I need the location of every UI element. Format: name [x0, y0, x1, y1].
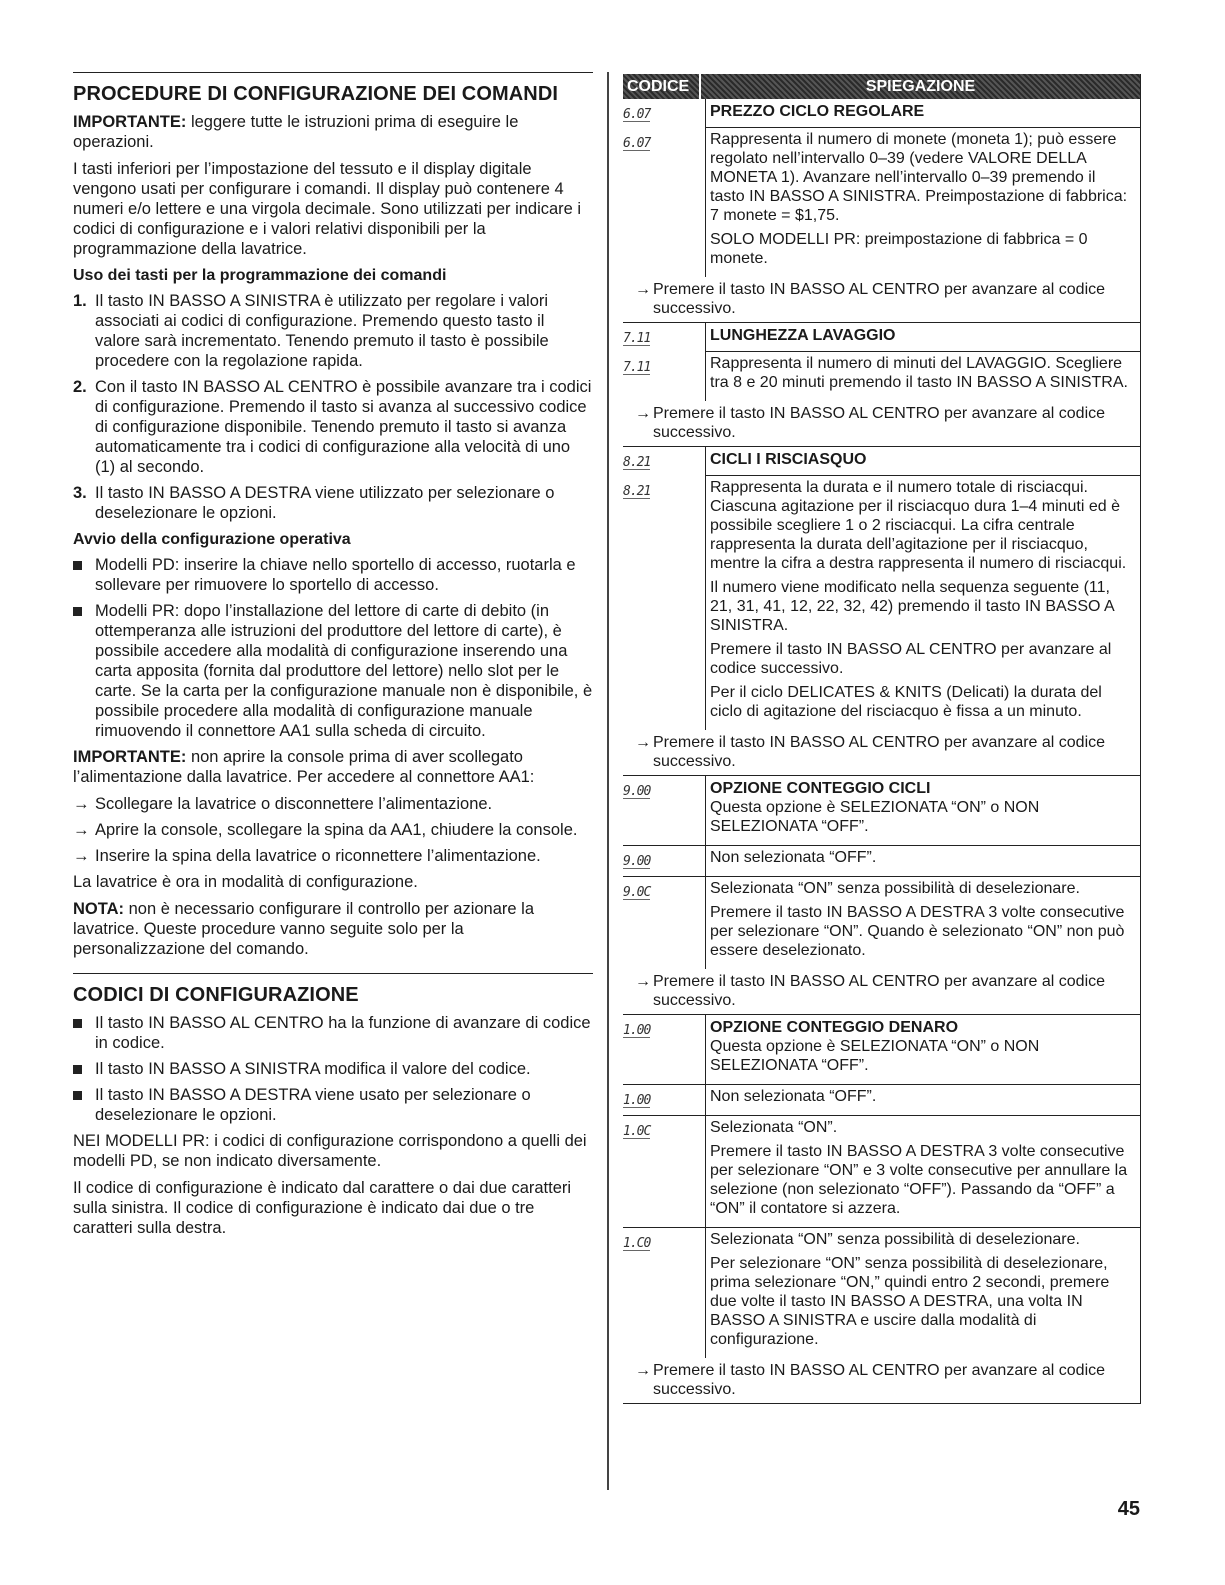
item-text: Il tasto IN BASSO A DESTRA viene utilizzato per selezionare o deselezionare le opzioni.: [95, 484, 555, 522]
code-cell: [623, 1116, 705, 1227]
section-title: CICLI I RISCIASQUO: [710, 451, 867, 468]
desc-text: Premere il tasto IN BASSO A DESTRA 3 volte consecutive per selezionare “ON” e 3 volte consecutive per annullare la selezione (non selezionato “OFF”). Passando da “OFF” a “ON” il contatore si azzera.: [710, 1143, 1128, 1217]
left-column: [73, 72, 593, 1245]
column-divider: [607, 72, 609, 1490]
arrow-item: [73, 794, 593, 814]
desc-text: Per il ciclo DELICATES & KNITS (Delicati) la durata del ciclo di agitazione del risciacquo è fissa a un minuto.: [710, 684, 1102, 720]
display-code: 9.0C: [623, 885, 651, 900]
desc-cell: [705, 128, 1140, 277]
desc-cell: [705, 476, 1140, 730]
desc-text: Per selezionare “ON” senza possibilità di deselezionare, prima selezionare “ON,” quindi entro 2 secondi, premere due volte il tasto IN BASSO A DESTRA, una volta IN BASSO A SINISTRA e uscire dalla modalità di configurazione.: [710, 1255, 1110, 1348]
desc-text: Rappresenta la durata e il numero totale di risciacqui. Ciascuna agitazione per il risciacquo dura 1–4 minuti ed è possibile scegliere 1 o 2 risciacqui. La cifra centrale rappresenta la durata dell’agitazione per il risciacquo, mentre la cifra a destra rappresenta il numero di risciacqui.: [710, 479, 1127, 572]
nota-text: non è necessario configurare il controllo per azionare la lavatrice. Queste procedure vanno seguite solo per la personalizzazione del comando.: [73, 900, 535, 958]
heading-codes: CODICI DI CONFIGURAZIONE: [73, 984, 359, 1006]
desc-cell: [705, 877, 1140, 969]
display-code: 7.11: [623, 360, 651, 375]
important2-text: non aprire la console prima di aver scollegato l’alimentazione dalla lavatrice. Per accedere al connettore AA1:: [73, 748, 535, 786]
arrow-text: Inserire la spina della lavatrice o riconnettere l’alimentazione.: [95, 847, 541, 865]
square-bullet-icon: [73, 1085, 95, 1125]
bullet-item: [73, 1059, 593, 1079]
code-cell: [623, 877, 705, 969]
desc-text: Non selezionata “OFF”.: [710, 849, 877, 866]
code-explanation-paragraph: Il codice di configurazione è indicato dal carattere o dai due caratteri sulla sinistra. Il codice di configurazione è indicato dai due o tre caratteri sulla destra.: [73, 1179, 572, 1237]
header-explanation: SPIEGAZIONE: [865, 77, 976, 95]
bullet-item: [73, 601, 593, 741]
subheading-keys: Uso dei tasti per la programmazione dei comandi: [73, 267, 447, 284]
square-bullet-icon: [73, 601, 95, 741]
numbered-item: [73, 377, 593, 477]
desc-cell: [705, 99, 1140, 128]
mode-paragraph: La lavatrice è ora in modalità di configurazione.: [73, 873, 418, 891]
codes-table: [623, 74, 1141, 1404]
code-cell: [623, 352, 705, 401]
display-code: 9.00: [623, 784, 651, 799]
display-code: 1.00: [623, 1023, 651, 1038]
desc-text: Premere il tasto IN BASSO A DESTRA 3 volte consecutive per selezionare “ON”. Quando è selezionato “ON” non può essere deselezionato.: [710, 904, 1125, 959]
page-number: 45: [1117, 1498, 1140, 1520]
display-code: 8.21: [623, 484, 651, 499]
important-lead: IMPORTANTE:: [73, 113, 187, 131]
advance-text: Premere il tasto IN BASSO AL CENTRO per avanzare al codice successivo.: [653, 281, 1106, 317]
table-row: [623, 845, 1140, 876]
display-code: 9.00: [623, 854, 651, 869]
pr-models-paragraph: NEI MODELLI PR: i codici di configurazione corrispondono a quelli dei modelli PD, se non indicato diversamente.: [73, 1132, 587, 1170]
desc-cell: [705, 1116, 1140, 1227]
advance-text: Premere il tasto IN BASSO AL CENTRO per avanzare al codice successivo.: [653, 973, 1106, 1009]
heading-procedure: PROCEDURE DI CONFIGURAZIONE DEI COMANDI: [73, 83, 559, 105]
square-bullet-icon: [73, 555, 95, 595]
code-cell: [623, 1228, 705, 1358]
table-row: [623, 1115, 1140, 1227]
desc-cell: [705, 846, 1140, 876]
arrow-text: Scollegare la lavatrice o disconnettere l’alimentazione.: [95, 795, 493, 813]
code-cell: [623, 1085, 705, 1115]
section-title: LUNGHEZZA LAVAGGIO: [710, 327, 896, 344]
desc-text: Rappresenta il numero di monete (moneta 1); può essere regolato nell’intervallo 0–39 (vedere VALORE DELLA MONETA 1). Avanzare nell’intervallo 0–39 premendo il tasto IN BASSO A SINISTRA. Preimpostazione di fabbrica: 7 monete = $1,75.: [710, 131, 1128, 224]
table-row: [623, 99, 1140, 128]
advance-text: Premere il tasto IN BASSO AL CENTRO per avanzare al codice successivo.: [653, 405, 1106, 441]
arrow-icon: →: [635, 281, 651, 298]
numbered-item: [73, 483, 593, 523]
arrow-icon: →: [635, 1362, 651, 1379]
desc-cell: [705, 1085, 1140, 1115]
desc-cell: [705, 447, 1140, 476]
desc-cell: [705, 352, 1140, 401]
arrow-icon: →: [73, 795, 90, 813]
code-cell: [623, 476, 705, 730]
display-code: 1.0C: [623, 1124, 651, 1139]
bullet-item: [73, 1085, 593, 1125]
item-number: 3.: [73, 484, 87, 502]
header-code: CODICE: [623, 74, 701, 99]
advance-note: [623, 277, 1140, 322]
arrow-item: [73, 820, 593, 840]
desc-cell: [705, 1228, 1140, 1358]
table-row: [623, 128, 1140, 277]
desc-cell: [705, 1015, 1140, 1084]
section-title: OPZIONE CONTEGGIO CICLI: [710, 780, 931, 797]
desc-text: Selezionata “ON”.: [710, 1119, 838, 1136]
advance-text: Premere il tasto IN BASSO AL CENTRO per avanzare al codice successivo.: [653, 1362, 1106, 1398]
section-title: PREZZO CICLO REGOLARE: [710, 103, 925, 120]
desc-text: Premere il tasto IN BASSO AL CENTRO per avanzare al codice successivo.: [710, 641, 1112, 677]
square-bullet-icon: [73, 1059, 95, 1079]
important-text: leggere tutte le istruzioni prima di eseguire le operazioni.: [73, 113, 519, 151]
table-row: [623, 352, 1140, 401]
code-cell: [623, 776, 705, 845]
bullet-text: Modelli PR: dopo l’installazione del lettore di carte di debito (in ottemperanza alle istruzioni del produttore del lettore di carte), è possibile accedere alla modalità di configurazione inserendo una carta apposita (fornita dal produttore del lettore) nello slot per le carte. Se la carta per la configurazione manuale non è disponibile, è possibile procedere alla modalità di configurazione manuale rimuovendo il connettore AA1 sulla scheda di circuito.: [95, 602, 593, 740]
desc-text: Questa opzione è SELEZIONATA “ON” o NON SELEZIONATA “OFF”.: [710, 1038, 1040, 1074]
table-header: [623, 74, 1140, 99]
desc-text: Il numero viene modificato nella sequenza seguente (11, 21, 31, 41, 12, 22, 32, 42) premendo il tasto IN BASSO A SINISTRA.: [710, 579, 1114, 634]
table-row: [623, 476, 1140, 730]
intro-paragraph: I tasti inferiori per l’impostazione del tessuto e il display digitale vengono usati per configurare i comandi. Il display può contenere 4 numeri e/o lettere e una virgola decimale. Sono utilizzati per indicare i codici di configurazione e i valori relativi disponibili per la programmazione della lavatrice.: [73, 160, 582, 258]
table-row: [623, 1084, 1140, 1115]
display-code: 1.00: [623, 1093, 651, 1108]
display-code: 6.07: [623, 136, 651, 151]
desc-text: Questa opzione è SELEZIONATA “ON” o NON SELEZIONATA “OFF”.: [710, 799, 1040, 835]
bullet-text: Modelli PD: inserire la chiave nello sportello di accesso, ruotarla e sollevare per rimuovere lo sportello di accesso.: [95, 556, 576, 594]
desc-text: Rappresenta il numero di minuti del LAVAGGIO. Scegliere tra 8 e 20 minuti premendo il tasto IN BASSO A SINISTRA.: [710, 355, 1128, 391]
section-rule: [73, 72, 593, 73]
bullet-item: [73, 555, 593, 595]
arrow-item: [73, 846, 593, 866]
table-row: [623, 446, 1140, 476]
desc-text: Selezionata “ON” senza possibilità di deselezionare.: [710, 880, 1080, 897]
advance-note: [623, 730, 1140, 775]
code-cell: [623, 1015, 705, 1084]
arrow-icon: →: [635, 405, 651, 422]
display-code: 8.21: [623, 455, 651, 470]
table-row: [623, 322, 1140, 352]
important2-lead: IMPORTANTE:: [73, 748, 187, 766]
square-bullet-icon: [73, 1013, 95, 1053]
bullet-text: Il tasto IN BASSO A DESTRA viene usato per selezionare o deselezionare le opzioni.: [95, 1086, 531, 1124]
arrow-icon: →: [635, 973, 651, 990]
arrow-icon: →: [73, 821, 90, 839]
subheading-startup: Avvio della configurazione operativa: [73, 531, 351, 548]
item-number: 1.: [73, 292, 87, 310]
important2-paragraph: [73, 747, 593, 787]
desc-text: Selezionata “ON” senza possibilità di deselezionare.: [710, 1231, 1080, 1248]
display-code: 7.11: [623, 331, 651, 346]
desc-text: SOLO MODELLI PR: preimpostazione di fabbrica = 0 monete.: [710, 231, 1088, 267]
desc-cell: [705, 323, 1140, 352]
arrow-icon: →: [73, 847, 90, 865]
nota-paragraph: [73, 899, 593, 959]
bullet-text: Il tasto IN BASSO AL CENTRO ha la funzione di avanzare di codice in codice.: [95, 1014, 591, 1052]
bullet-text: Il tasto IN BASSO A SINISTRA modifica il valore del codice.: [95, 1060, 531, 1078]
item-text: Con il tasto IN BASSO AL CENTRO è possibile avanzare tra i codici di configurazione. Premendo il tasto si avanza al successivo codice di configurazione disponibile. Tenendo premuto il tasto si avanza automaticamente tra i codici di configurazione alla velocità di uno (1) al secondo.: [95, 378, 592, 476]
code-cell: [623, 846, 705, 876]
table-row: [623, 1014, 1140, 1084]
table-row: [623, 1227, 1140, 1358]
display-code: 1.C0: [623, 1236, 651, 1251]
code-cell: [623, 128, 705, 277]
code-cell: [623, 99, 705, 128]
desc-cell: [705, 776, 1140, 845]
desc-text: Non selezionata “OFF”.: [710, 1088, 877, 1105]
advance-note: [623, 969, 1140, 1014]
advance-text: Premere il tasto IN BASSO AL CENTRO per avanzare al codice successivo.: [653, 734, 1106, 770]
code-cell: [623, 447, 705, 476]
arrow-icon: →: [635, 734, 651, 751]
advance-note: [623, 401, 1140, 446]
table-row: [623, 775, 1140, 845]
advance-note: [623, 1358, 1140, 1403]
arrow-text: Aprire la console, scollegare la spina da AA1, chiudere la console.: [95, 821, 578, 839]
display-code: 6.07: [623, 107, 651, 122]
nota-lead: NOTA:: [73, 900, 125, 918]
table-row: [623, 876, 1140, 969]
section-rule: [73, 973, 593, 974]
important-paragraph: [73, 112, 593, 152]
item-text: Il tasto IN BASSO A SINISTRA è utilizzato per regolare i valori associati ai codici di configurazione. Premendo questo tasto il valore sarà incrementato. Tenendo premuto il tasto è possibile procedere con la regolazione rapida.: [95, 292, 549, 370]
section-title: OPZIONE CONTEGGIO DENARO: [710, 1019, 959, 1036]
numbered-item: [73, 291, 593, 371]
item-number: 2.: [73, 378, 87, 396]
code-cell: [623, 323, 705, 352]
bullet-item: [73, 1013, 593, 1053]
